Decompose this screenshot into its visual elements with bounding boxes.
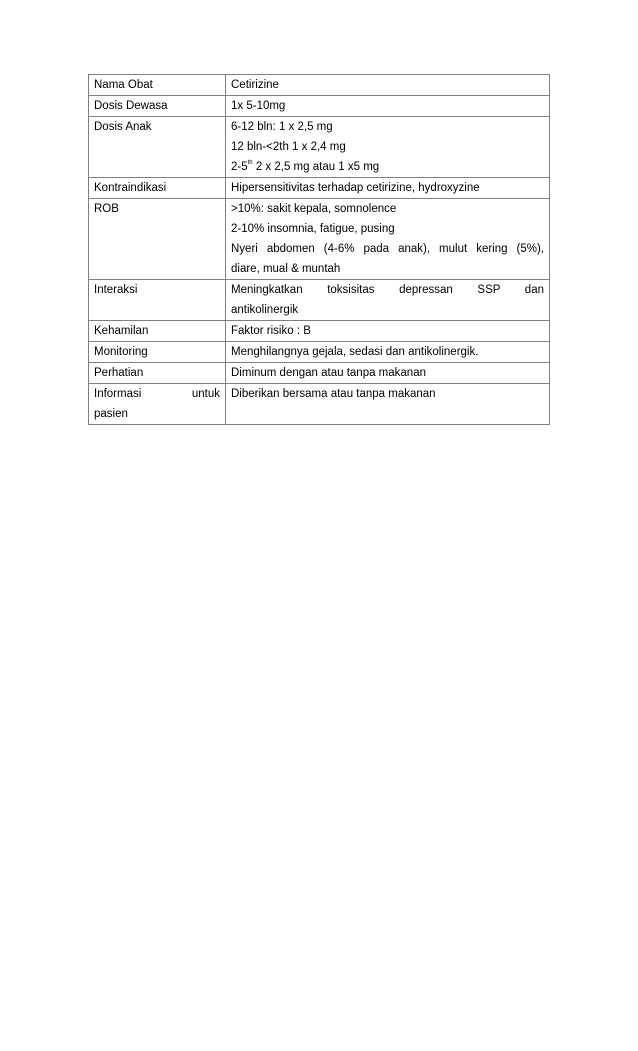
row-value [226, 321, 550, 342]
row-label: Perhatian [89, 363, 226, 384]
row-value [226, 75, 550, 96]
table-row [89, 363, 550, 384]
table-row [89, 321, 550, 342]
row-value [226, 117, 550, 178]
value-line [231, 157, 544, 177]
table-row [89, 199, 550, 280]
row-label: Interaksi [89, 280, 226, 321]
value-line: Cetirizine [231, 79, 279, 91]
value-line: Diberikan bersama atau tanpa makanan [231, 388, 436, 400]
table-row [89, 342, 550, 363]
drug-info-table [88, 74, 550, 425]
row-label: Dosis Dewasa [89, 96, 226, 117]
row-label: ROB [89, 199, 226, 280]
table-row [89, 117, 550, 178]
label-line: pasien [94, 408, 128, 420]
dose-age-superscript: th [247, 160, 253, 167]
value-line: 6-12 bln: 1 x 2,5 mg [231, 121, 333, 133]
dose-age-suffix: 2 x 2,5 mg atau 1 x5 mg [252, 161, 380, 173]
row-label [89, 384, 226, 425]
row-value [226, 178, 550, 199]
value-line: 2-10% insomnia, fatigue, pusing [231, 223, 395, 235]
table-row [89, 75, 550, 96]
value-line: Meningkatkan toksisitas depressan SSP dan [231, 284, 544, 296]
value-line: 12 bln-<2th 1 x 2,4 mg [231, 141, 346, 153]
row-value [226, 384, 550, 425]
value-line: Nyeri abdomen (4-6% pada anak), mulut kering (5%), [231, 243, 544, 255]
dose-age-prefix: 2-5 [231, 161, 248, 173]
row-value [226, 342, 550, 363]
table-row [89, 96, 550, 117]
row-label: Monitoring [89, 342, 226, 363]
value-line: >10%: sakit kepala, somnolence [231, 203, 397, 215]
row-value [226, 199, 550, 280]
table-row [89, 384, 550, 425]
value-line: diare, mual & muntah [231, 263, 341, 275]
table-row [89, 178, 550, 199]
row-value [226, 280, 550, 321]
value-line: antikolinergik [231, 304, 299, 316]
row-label: Nama Obat [89, 75, 226, 96]
value-line: Hipersensitivitas terhadap cetirizine, hydroxyzine [231, 182, 480, 194]
row-value [226, 363, 550, 384]
value-line: Menghilangnya gejala, sedasi dan antikolinergik. [231, 346, 479, 358]
row-label: Dosis Anak [89, 117, 226, 178]
table-row [89, 280, 550, 321]
row-label: Kontraindikasi [89, 178, 226, 199]
row-value [226, 96, 550, 117]
row-label: Kehamilan [89, 321, 226, 342]
value-line: Diminum dengan atau tanpa makanan [231, 367, 426, 379]
value-line: 1x 5-10mg [231, 100, 286, 112]
label-line: Informasi untuk [94, 388, 220, 400]
value-line: Faktor risiko : B [231, 325, 311, 337]
